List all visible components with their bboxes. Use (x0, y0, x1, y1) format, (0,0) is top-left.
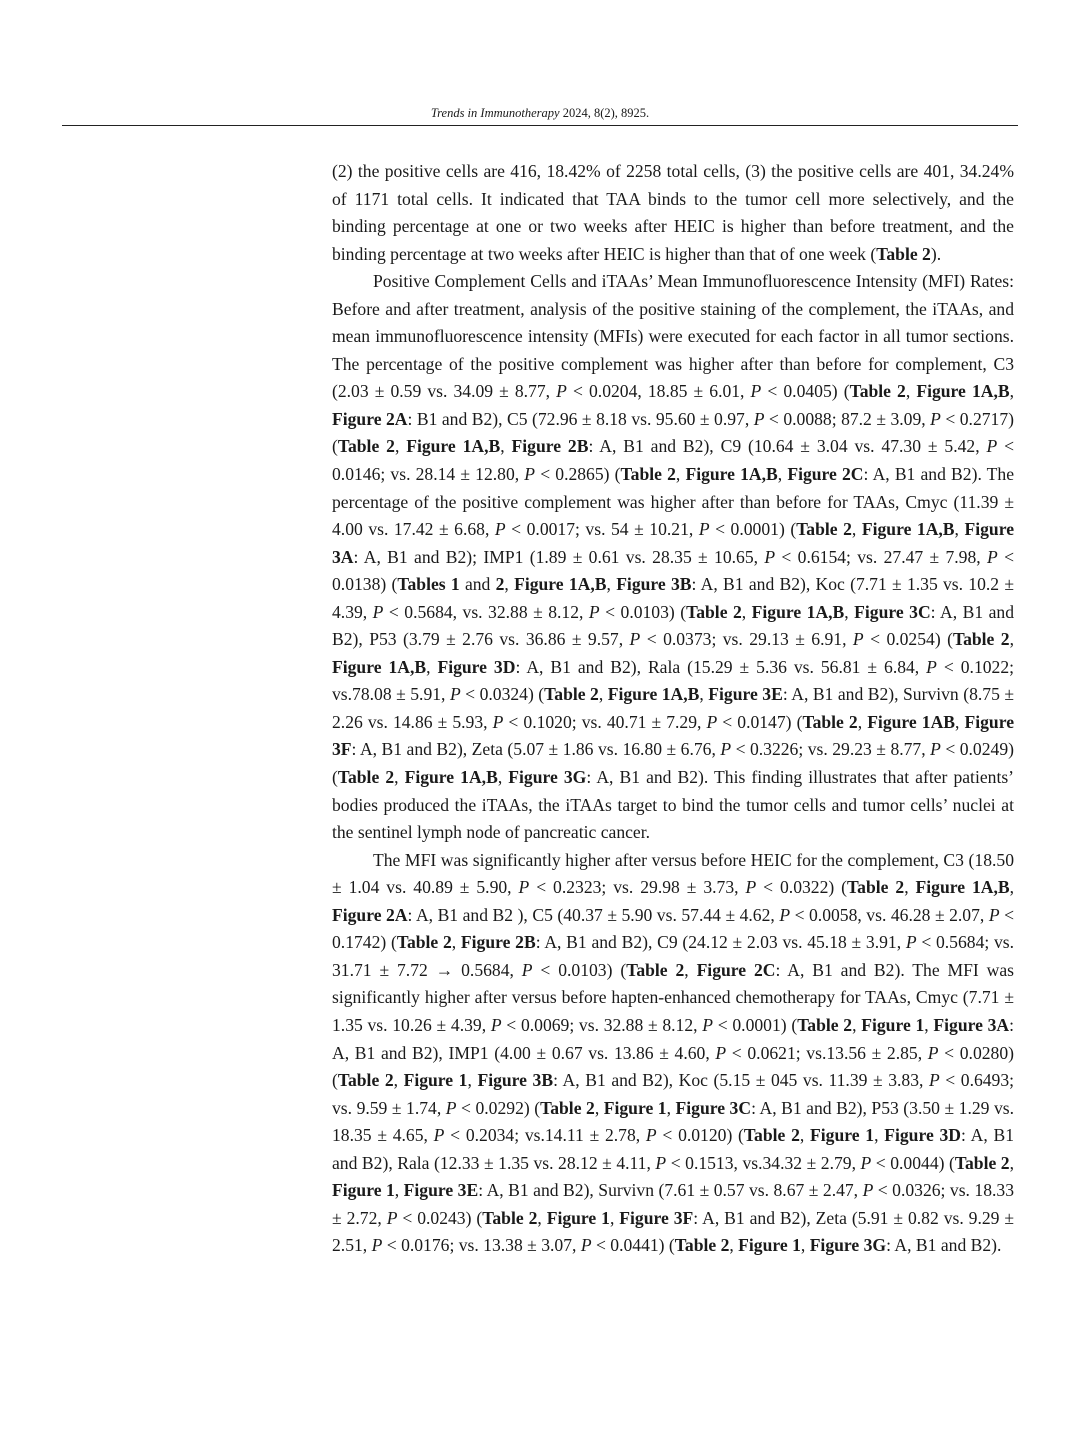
p-value-symbol: P (518, 877, 530, 898)
p-value-symbol: P (905, 932, 917, 953)
text-run: < 0.1020; vs. 40.71 ± 7.29, (503, 711, 707, 732)
text-run: < 0.0069; vs. 32.88 ± 8.12, (501, 1014, 703, 1035)
reference-bold: Table 2 (686, 601, 742, 622)
text-run: < 0.0292) ( (456, 1097, 541, 1118)
text-run: , (393, 1070, 404, 1091)
text-run: < 0.6493; vs. 9.59 ± 1.74, (332, 1070, 1015, 1118)
p-value-symbol: P (433, 1125, 445, 1146)
reference-bold: Figure 1 (603, 1097, 667, 1118)
p-value-symbol: P (862, 1180, 874, 1201)
reference-bold: Table 2 (802, 711, 858, 732)
text-run: < 0.1742) ( (332, 904, 1014, 953)
p-value-symbol: P (655, 1152, 667, 1173)
reference-bold: Table 2 (626, 959, 685, 980)
p-value-symbol: P (706, 711, 718, 732)
reference-bold: Figure 1A,B (404, 767, 498, 788)
text-run: , (904, 877, 916, 898)
text-run: : A, B1 and B2). The MFI was significantly higher after versus before hapten-enhanced chemotherapy for TAAs, Cmyc (7.71 ± 1.35 vs. 10.26 ± 4.39, (332, 959, 1015, 1035)
text-run: < 0.0088; 87.2 ± 3.09, (764, 408, 931, 429)
text-run: , (729, 1235, 739, 1256)
text-run: : A, B1 and B2), Koc (5.15 ± 045 vs. 11.39 ± 3.83, (553, 1070, 929, 1091)
p-value-symbol: P (521, 959, 533, 980)
p-value-symbol: P (750, 381, 762, 402)
p-value-symbol: P (372, 601, 384, 622)
reference-bold: Figure 3A (332, 519, 1015, 567)
text-run: < 0.2717) ( (332, 408, 1014, 457)
reference-bold: Figure 3D (884, 1125, 962, 1146)
p-value-symbol: P (492, 711, 504, 732)
reference-bold: Figure 1 (332, 1180, 395, 1201)
p-value-symbol: P (524, 464, 536, 485)
text-run: < 0.0044) ( (871, 1152, 955, 1173)
text-run: : A, B1 and B2), C9 (24.12 ± 2.03 vs. 45.18 ± 3.91, (535, 932, 906, 953)
text-run: , (394, 767, 405, 788)
p-value-symbol: P (753, 408, 765, 429)
text-run: , (467, 1070, 478, 1091)
p-value-symbol: P (490, 1014, 502, 1035)
text-run: , (1009, 877, 1015, 898)
text-run: , (675, 464, 686, 485)
text-run: < 0.0324) ( (460, 684, 545, 705)
p-value-symbol: P (445, 1097, 457, 1118)
text-run: < 0.0249) ( (332, 739, 1014, 788)
reference-bold: Table 2 (482, 1207, 538, 1228)
p-value-symbol: P (715, 1042, 727, 1063)
text-run: < 0.0001) ( (709, 519, 797, 540)
reference-bold: Table 2 (847, 877, 905, 898)
text-run: , (699, 684, 709, 705)
reference-bold: Figure 3B (616, 574, 692, 595)
p-value-symbol: P (580, 1235, 592, 1256)
text-run: , (874, 1125, 885, 1146)
text-run: : A, B1 and B2). This finding illustrates that after patients’ bodies produced the iTAAs, the iTAAs target to bind the tumor cells and tumor cells’ nuclei at the sentinel lymph node of pancreatic cancer. (332, 767, 1015, 843)
text-run: (2) the positive cells are 416, 18.42% of 2258 total cells, (3) the positive cells are 401, 34.24% of 1171 total cells. It indicated that TAA binds to the tumor cell more selectively, and the binding percentage at one or two weeks after HEIC is higher than before treatment, and the binding percentage at two weeks after HEIC is higher than that of one week ( (332, 161, 1014, 264)
reference-bold: Figure 1A,B (406, 436, 501, 457)
reference-bold: Figure 3E (403, 1180, 479, 1201)
text-run: , (1009, 1152, 1015, 1173)
reference-bold: Table 2 (337, 436, 395, 457)
reference-bold: Table 2 (797, 1014, 853, 1035)
text-run: < 0.0373; vs. 29.13 ± 6.91, (640, 629, 853, 650)
text-run: < 0.0176; vs. 13.38 ± 3.07, (382, 1235, 581, 1256)
reference-bold: Figure 3C (854, 601, 931, 622)
p-value-symbol: P (386, 1207, 398, 1228)
text-run: , (451, 932, 461, 953)
p-value-symbol: P (928, 1070, 940, 1091)
text-run: : A, B1 and B2), C9 (10.64 ± 3.04 vs. 47.30 ± 5.42, (588, 436, 987, 457)
reference-bold: Table 2 (396, 932, 452, 953)
text-run: < 0.0001) ( (713, 1014, 798, 1035)
p-value-symbol: P (449, 684, 461, 705)
reference-bold: Figure 2B (460, 932, 536, 953)
text-run: Positive Complement Cells and iTAAs’ Mean Immunofluorescence Intensity (MFI) Rates: Before and after treatment, analysis of the positive staining of the complement, the iTAAs, and mean immunofluorescence intensity (MFIs) were executed for each factor in all tumor sections. The percentage of the positive complement was higher after than before for complement, C3 (2.03 ± 0.59 vs. 34.09 ± 8.77, (332, 271, 1014, 402)
reference-bold: Table 2 (337, 1070, 394, 1091)
text-run: , (777, 464, 788, 485)
text-run: , (497, 767, 509, 788)
reference-bold: Figure 1A,B (332, 656, 427, 677)
text-run: < 0.0103) ( (599, 601, 687, 622)
text-run: < 0.0621; vs.13.56 ± 2.85, (726, 1042, 928, 1063)
reference-bold: Table 2 (796, 519, 852, 540)
text-run: , (500, 436, 512, 457)
reference-bold: Table 2 (337, 767, 395, 788)
p-value-symbol: P (987, 546, 998, 567)
paragraph-continued (332, 158, 1014, 268)
p-value-symbol: P (494, 519, 506, 540)
reference-bold: Figure 3E (708, 684, 783, 705)
reference-bold: Figure 1 (546, 1207, 610, 1228)
p-value-symbol: P (986, 436, 998, 457)
body-text (332, 158, 1014, 1260)
p-value-symbol: P (702, 1014, 714, 1035)
p-value-symbol: P (588, 601, 600, 622)
text-run: < 0.2323; vs. 29.98 ± 3.73, (529, 877, 746, 898)
reference-bold: Figure 3D (437, 656, 516, 677)
text-run: The MFI was significantly higher after versus before HEIC for the complement, C3 (18.50 ± 1.04 vs. 40.89 ± 5.90, (332, 849, 1014, 898)
text-run: < 0.0146; vs. 28.14 ± 12.80, (332, 436, 1015, 485)
reference-bold: Figure 2A (332, 904, 408, 925)
paragraph-mfi (332, 847, 1014, 1260)
text-run: < 0.6154; vs. 27.47 ± 7.98, (775, 546, 987, 567)
reference-bold: Figure 3G (809, 1235, 887, 1256)
text-run: , (741, 601, 752, 622)
text-run: : B1 and B2), C5 (72.96 ± 8.18 vs. 95.60 ± 0.97, (407, 408, 754, 429)
text-run: < 0.0326; vs. 18.33 ± 2.72, (332, 1180, 1015, 1228)
p-value-symbol: P (852, 629, 864, 650)
text-run: , (426, 656, 438, 677)
text-run: , (954, 519, 965, 540)
text-run: : A, B1 and B2), Rala (15.29 ± 5.36 vs. 56.81 ± 6.84, (515, 656, 927, 677)
reference-bold: Figure 2C (696, 959, 776, 980)
p-value-symbol: P (745, 877, 757, 898)
p-value-symbol: P (930, 408, 941, 429)
p-value-symbol: P (371, 1235, 383, 1256)
text-run: , (594, 1097, 604, 1118)
citation: 2024, 8(2), 8925. (559, 106, 650, 120)
reference-bold: Figure 1 (810, 1125, 875, 1146)
p-value-symbol: P (988, 904, 1000, 925)
p-value-symbol: P (926, 656, 937, 677)
text-run: , (844, 601, 855, 622)
text-run: : A, B1 and B2), Survivn (8.75 ± 2.26 vs. 14.86 ± 5.93, (332, 684, 1015, 732)
text-run: and (459, 574, 496, 595)
reference-bold: Figure 3A (933, 1014, 1010, 1035)
p-value-symbol: P (698, 519, 710, 540)
text-run: < 0.2034; vs.14.11 ± 2.78, (444, 1125, 646, 1146)
reference-bold: Figure 1A,B (861, 519, 955, 540)
text-run: , (666, 1097, 676, 1118)
text-run: , (955, 711, 965, 732)
p-value-symbol: P (645, 1125, 657, 1146)
text-run: < 0.1022; vs.78.08 ± 5.91, (332, 656, 1015, 705)
reference-bold: Table 2 (743, 1125, 800, 1146)
reference-bold: Table 2 (674, 1235, 730, 1256)
reference-bold: Tables 1 (397, 574, 460, 595)
p-value-symbol: P (764, 546, 776, 567)
text-run: , (1009, 381, 1014, 402)
text-run: , (394, 436, 407, 457)
reference-bold: Figure 3C (675, 1097, 752, 1118)
reference-bold: Table 2 (952, 629, 1010, 650)
p-value-symbol: P (860, 1152, 872, 1173)
reference-bold: Figure 1A,B (751, 601, 845, 622)
text-run: , (606, 574, 617, 595)
reference-bold: Table 2 (620, 464, 676, 485)
text-run: , (598, 684, 608, 705)
p-value-symbol: P (720, 739, 732, 760)
text-run: , (851, 519, 862, 540)
text-run: < 0.0441) ( (591, 1235, 675, 1256)
reference-bold: Figure 1A,B (915, 877, 1010, 898)
text-run: < 0.0322) ( (756, 877, 848, 898)
reference-bold: Figure 1A,B (916, 381, 1010, 402)
reference-bold: Figure 3G (508, 767, 587, 788)
text-run: ). (930, 243, 942, 264)
text-run: , (504, 574, 515, 595)
header-rule (62, 125, 1018, 126)
text-run: : A, B1 and B2), Survivn (7.61 ± 0.57 vs. 8.67 ± 2.47, (478, 1180, 863, 1201)
text-run: : A, B1 and B2), P53 (3.79 ± 2.76 vs. 36.86 ± 9.57, (332, 601, 1015, 650)
reference-bold: Figure 1AB (867, 711, 956, 732)
text-run: < 0.0138) ( (332, 546, 1014, 595)
reference-bold: Table 2 (540, 1097, 595, 1118)
reference-bold: Figure 1A,B (514, 574, 607, 595)
reference-bold: Figure 2A (332, 408, 408, 429)
text-run: , (857, 711, 868, 732)
text-run: , (924, 1014, 934, 1035)
text-run: < 0.0147) ( (717, 711, 803, 732)
text-run: : A, B1 and B2), Rala (12.33 ± 1.35 vs. 28.12 ± 4.11, (332, 1125, 1015, 1173)
reference-bold: Figure 1 (861, 1014, 925, 1035)
reference-bold: Figure 1 (738, 1235, 801, 1256)
text-run: < 0.0204, 18.85 ± 6.01, (566, 381, 751, 402)
p-value-symbol: P (930, 739, 941, 760)
text-run: < 0.0103) ( (532, 959, 627, 980)
reference-bold: Figure 3B (477, 1070, 554, 1091)
text-run: , (609, 1207, 620, 1228)
reference-bold: 2 (495, 574, 505, 595)
reference-bold: Table 2 (876, 243, 931, 264)
p-value-symbol: P (927, 1042, 939, 1063)
text-run: < 0.5684, vs. 32.88 ± 8.12, (383, 601, 589, 622)
reference-bold: Figure 2C (787, 464, 864, 485)
reference-bold: Figure 3F (332, 711, 1015, 760)
text-run: < 0.0017; vs. 54 ± 10.21, (505, 519, 699, 540)
text-run: : A, B1 and B2), Koc (7.71 ± 1.35 vs. 10.2 ± 4.39, (332, 574, 1015, 622)
text-run: < 0.2865) ( (535, 464, 621, 485)
text-run: < 0.0254) ( (863, 629, 953, 650)
text-run: , (852, 1014, 862, 1035)
paragraph-positive-rates (332, 268, 1014, 846)
reference-bold: Figure 3F (619, 1207, 694, 1228)
text-run: < 0.3226; vs. 29.23 ± 8.77, (731, 739, 931, 760)
p-value-symbol: P (556, 381, 567, 402)
reference-bold: Figure 1 (403, 1070, 468, 1091)
p-value-symbol: P (779, 904, 791, 925)
reference-bold: Figure 2B (511, 436, 589, 457)
text-run: : A, B1 and B2), Zeta (5.07 ± 1.86 vs. 16.80 ± 6.76, (351, 739, 721, 760)
text-run: : A, B1 and B2 ), C5 (40.37 ± 5.90 vs. 57.44 ± 4.62, (407, 904, 780, 925)
text-run: : A, B1 and B2), IMP1 (4.00 ± 0.67 vs. 13.86 ± 4.60, (332, 1014, 1015, 1063)
text-run: , (394, 1180, 404, 1201)
text-run: < 0.0243) ( (397, 1207, 483, 1228)
text-run: < 0.0405) ( (761, 381, 850, 402)
text-run: , (800, 1235, 810, 1256)
reference-bold: Table 2 (954, 1152, 1010, 1173)
text-run: < 0.1513, vs.34.32 ± 2.79, (666, 1152, 861, 1173)
text-run: : A, B1 and B2), P53 (3.50 ± 1.29 vs. 18.35 ± 4.65, (332, 1097, 1015, 1146)
reference-bold: Figure 1A,B (607, 684, 700, 705)
text-run: , (799, 1125, 811, 1146)
text-run: , (684, 959, 697, 980)
text-run: : A, B1 and B2). (886, 1235, 1002, 1256)
journal-name: Trends in Immunotherapy (430, 106, 560, 120)
text-run: , (537, 1207, 547, 1228)
text-run: < 0.0058, vs. 46.28 ± 2.07, (790, 904, 989, 925)
running-header (62, 104, 1018, 122)
text-run: < 0.0280) ( (332, 1042, 1014, 1091)
reference-bold: Figure 1A,B (685, 464, 778, 485)
reference-bold: Table 2 (849, 381, 906, 402)
text-run: , (1009, 629, 1014, 650)
text-run: < 0.5684; vs. 31.71 ± 7.72 → 0.5684, (332, 932, 1015, 980)
text-run: : A, B1 and B2), Zeta (5.91 ± 0.82 vs. 9.29 ± 2.51, (332, 1207, 1015, 1256)
text-run: < 0.0120) ( (656, 1125, 744, 1146)
text-run: , (905, 381, 917, 402)
text-run: : A, B1 and B2). The percentage of the positive complement was higher after than before for TAAs, Cmyc (11.39 ± 4.00 vs. 17.42 ± 6.68, (332, 464, 1015, 540)
p-value-symbol: P (629, 629, 641, 650)
reference-bold: Table 2 (544, 684, 599, 705)
text-run: : A, B1 and B2); IMP1 (1.89 ± 0.61 vs. 28.35 ± 10.65, (353, 546, 765, 567)
